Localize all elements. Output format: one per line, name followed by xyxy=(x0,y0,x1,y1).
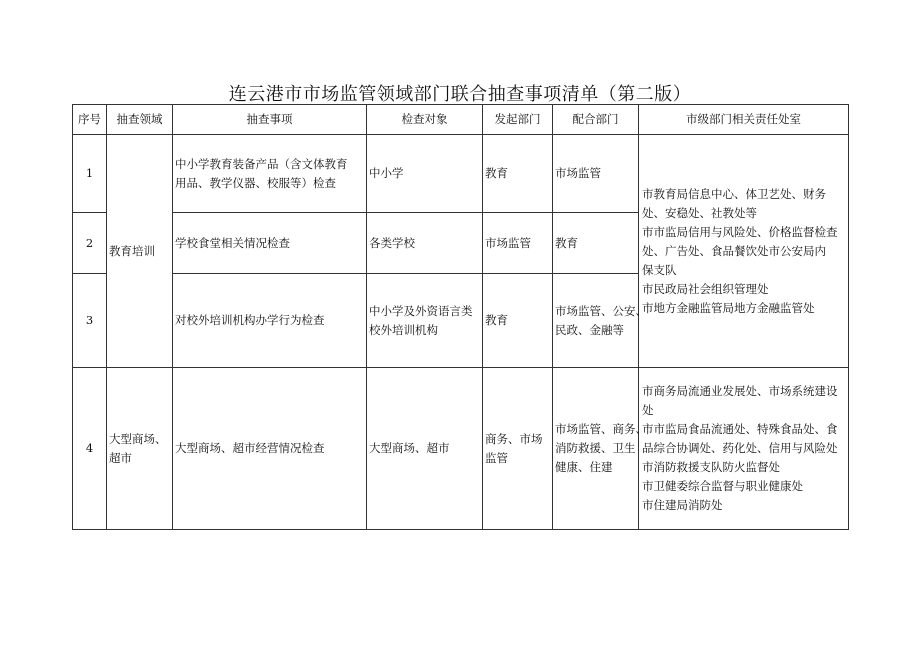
cooperate-cell xyxy=(553,274,647,368)
target-line: 大型商场、超市 xyxy=(369,441,450,455)
item-line: 对校外培训机构办学行为检查 xyxy=(175,313,325,327)
initiator-line: 市场监管 xyxy=(485,235,531,250)
header-initiator: 发起部门 xyxy=(483,105,553,135)
responsible-line: 市教育局信息中心、体卫艺处、财务 xyxy=(642,186,826,201)
cooperate-line: 市场监管、商务、 xyxy=(555,422,647,436)
initiator-line: 教育 xyxy=(485,166,508,180)
inspection-table xyxy=(72,104,849,530)
table-row xyxy=(73,368,849,530)
initiator-cell xyxy=(483,274,553,368)
responsible-line: 市民政局社会组织管理处 xyxy=(642,281,769,296)
target-cell xyxy=(367,213,483,274)
responsible-line: 处、广告处、食品餐饮处市公安局内 xyxy=(642,243,826,258)
domain-cell xyxy=(107,368,173,530)
cooperate-line: 健康、住建 xyxy=(555,460,613,474)
row-number: 3 xyxy=(73,274,107,368)
responsible-line: 市商务局流通业发展处、市场系统建设 xyxy=(642,384,838,398)
item-cell xyxy=(173,368,367,530)
responsible-line: 市消防救援支队防火监督处 xyxy=(642,460,780,474)
header-item: 抽查事项 xyxy=(173,105,367,135)
header-cooperate: 配合部门 xyxy=(553,105,639,135)
cooperate-line: 民政、金融等 xyxy=(555,322,624,337)
target-line: 校外培训机构 xyxy=(369,322,438,337)
responsible-line: 处 xyxy=(642,403,654,417)
target-line: 各类学校 xyxy=(369,235,415,250)
responsible-line: 市住建局消防处 xyxy=(642,498,723,512)
header-domain: 抽查领域 xyxy=(107,105,173,135)
item-cell xyxy=(173,274,367,368)
row-number: 2 xyxy=(73,213,107,274)
cooperate-line: 市场监管、公安、 xyxy=(555,303,647,318)
item-line: 用品、教学仪器、校服等）检查 xyxy=(175,175,336,190)
document-title: 连云港市市场监管领域部门联合抽查事项清单（第二版） xyxy=(228,84,692,105)
row-number: 4 xyxy=(73,368,107,530)
header-responsible: 市级部门相关责任处室 xyxy=(639,105,849,135)
target-line: 中小学及外资语言类 xyxy=(369,303,473,318)
table-row xyxy=(73,135,849,213)
responsible-line: 市地方金融监管局地方金融监管处 xyxy=(642,300,815,315)
cooperate-cell xyxy=(553,213,639,274)
item-cell xyxy=(173,213,367,274)
domain-line: 超市 xyxy=(109,450,132,465)
initiator-line: 商务、市场 xyxy=(485,431,543,446)
responsible-line: 市市监局信用与风险处、价格监督检查 xyxy=(642,224,838,239)
responsible-cell xyxy=(639,368,849,530)
domain-line: 教育培训 xyxy=(109,243,155,258)
cooperate-cell xyxy=(553,368,647,530)
target-cell xyxy=(367,368,483,530)
header-no: 序号 xyxy=(73,105,107,135)
domain-cell xyxy=(107,135,173,368)
item-cell xyxy=(173,135,367,213)
responsible-line: 保支队 xyxy=(642,262,677,277)
target-line: 中小学 xyxy=(369,166,404,180)
cooperate-cell xyxy=(553,135,639,213)
responsible-line: 市卫健委综合监督与职业健康处 xyxy=(642,479,803,493)
responsible-line: 品综合协调处、药化处、信用与风险处 xyxy=(642,441,838,455)
item-line: 学校食堂相关情况检查 xyxy=(175,235,290,250)
item-line: 中小学教育装备产品（含文体教育 xyxy=(175,156,348,171)
domain-line: 大型商场、 xyxy=(109,431,167,446)
initiator-line: 监管 xyxy=(485,450,508,465)
item-line: 大型商场、超市经营情况检查 xyxy=(175,441,325,455)
table-header-row xyxy=(73,105,849,135)
initiator-line: 教育 xyxy=(485,313,508,327)
initiator-cell xyxy=(483,368,553,530)
responsible-cell xyxy=(639,135,849,368)
cooperate-line: 市场监管 xyxy=(555,166,601,180)
row-number: 1 xyxy=(73,135,107,213)
target-cell xyxy=(367,135,483,213)
responsible-line: 处、安稳处、社教处等 xyxy=(642,205,757,220)
initiator-cell xyxy=(483,213,553,274)
header-target: 检查对象 xyxy=(367,105,483,135)
target-cell xyxy=(367,274,483,368)
cooperate-line: 教育 xyxy=(555,235,578,250)
cooperate-line: 消防救援、卫生 xyxy=(555,441,636,455)
responsible-line: 市市监局食品流通处、特殊食品处、食 xyxy=(642,422,838,436)
initiator-cell xyxy=(483,135,553,213)
